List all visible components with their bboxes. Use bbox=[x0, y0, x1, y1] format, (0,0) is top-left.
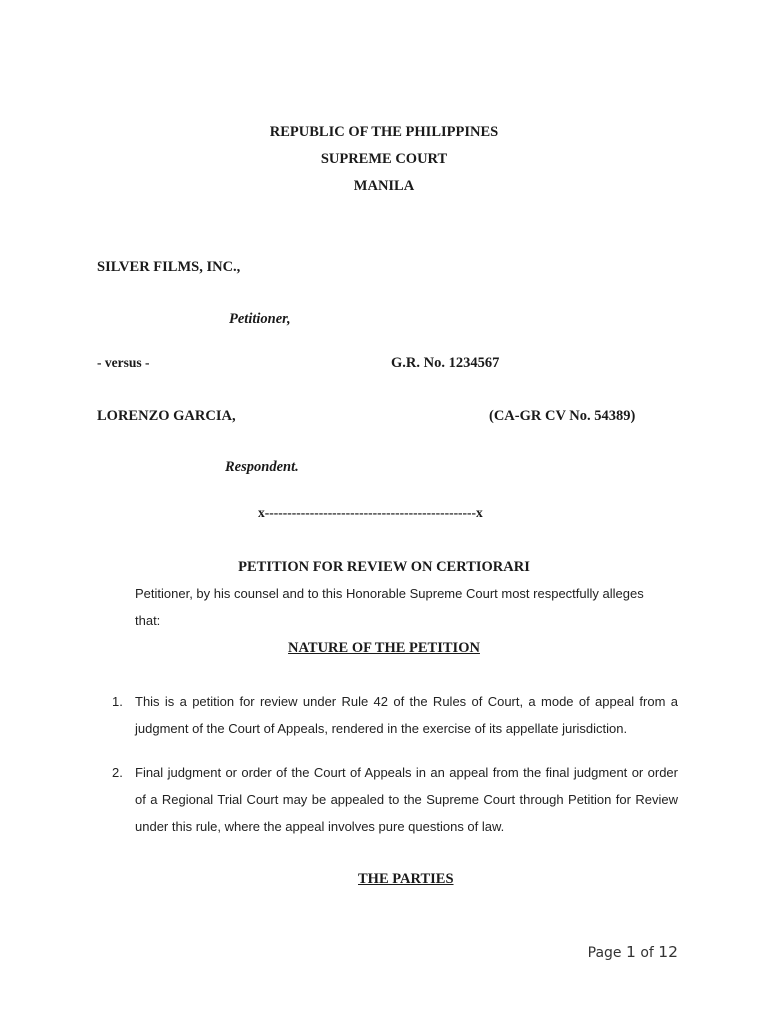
item-2 bbox=[135, 759, 678, 840]
versus-text: - versus - bbox=[97, 355, 150, 370]
item-1 bbox=[135, 688, 678, 742]
intro-line-1: Petitioner, by his counsel and to this Honorable Supreme Court most respectfully alleges bbox=[135, 586, 644, 601]
page-total: 12 bbox=[658, 943, 678, 961]
page-word: Page bbox=[587, 945, 622, 961]
item-2-number: 2. bbox=[112, 765, 123, 780]
intro-line-2: that: bbox=[135, 613, 161, 628]
item-1-number: 1. bbox=[112, 694, 123, 709]
intro-paragraph bbox=[135, 580, 675, 634]
document-title: PETITION FOR REVIEW ON CERTIORARI bbox=[238, 559, 530, 575]
court-header-city: MANILA bbox=[353, 178, 415, 194]
page-current: 1 bbox=[625, 943, 636, 961]
respondent-name: LORENZO GARCIA, bbox=[97, 408, 236, 424]
nature-heading: NATURE OF THE PETITION bbox=[288, 640, 480, 656]
caption-separator: x-----------------------------------------------x bbox=[258, 505, 483, 520]
respondent-label: Respondent. bbox=[225, 459, 299, 475]
case-number: G.R. No. 1234567 bbox=[391, 355, 500, 371]
ca-case-number: (CA-GR CV No. 54389) bbox=[489, 408, 636, 424]
court-header-republic: REPUBLIC OF THE PHILIPPINES bbox=[269, 124, 499, 140]
item-1-text: This is a petition for review under Rule 42 of the Rules of Court, a mode of appeal from a judgment of the Court of Appeals, rendered in the exercise of its appellate jurisdiction. bbox=[135, 694, 678, 736]
petitioner-label: Petitioner, bbox=[229, 311, 291, 327]
page-footer bbox=[588, 943, 678, 961]
court-header-supreme-court: SUPREME COURT bbox=[320, 151, 448, 167]
item-2-text: Final judgment or order of the Court of Appeals in an appeal from the final judgment or order of a Regional Trial Court may be appealed to the Supreme Court through Petition for Review under this rule, where the appeal involves pure questions of law. bbox=[135, 765, 678, 834]
of-word: of bbox=[640, 945, 654, 961]
parties-heading: THE PARTIES bbox=[358, 871, 454, 887]
petitioner-name: SILVER FILMS, INC., bbox=[97, 259, 241, 275]
